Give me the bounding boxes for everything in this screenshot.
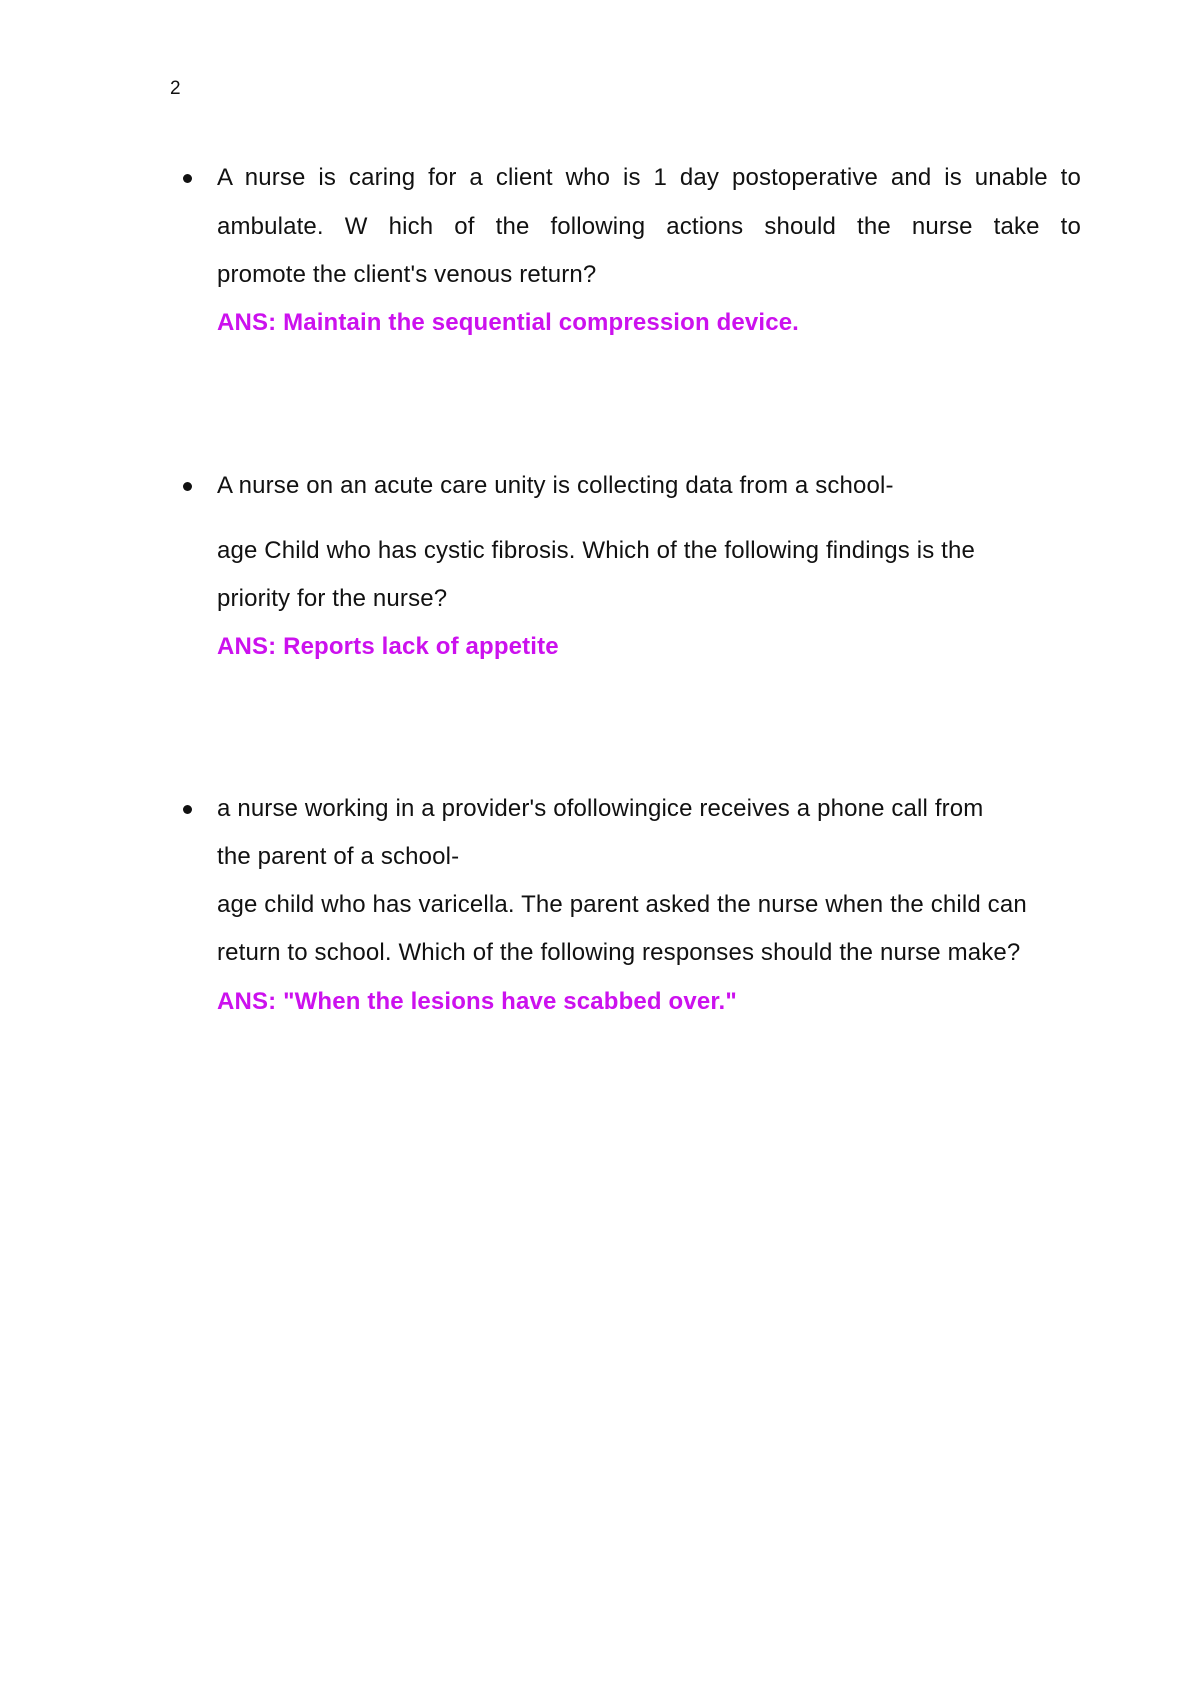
question-line: A nurse on an acute care unity is collecting data from a school- <box>217 472 894 499</box>
answer-text: ANS: "When the lesions have scabbed over." <box>217 988 737 1015</box>
question-line: return to school. Which of the following responses should the nurse make? <box>217 939 1021 966</box>
question-line: priority for the nurse? <box>217 585 448 612</box>
question-line: a nurse working in a provider's ofollowingice receives a phone call from <box>217 795 984 822</box>
question-line: age child who has varicella. The parent asked the nurse when the child can <box>217 891 1027 918</box>
question-line: age Child who has cystic fibrosis. Which of the following findings is the <box>217 537 975 564</box>
answer-text: ANS: Reports lack of appetite <box>217 633 559 660</box>
bullet-icon <box>183 805 192 814</box>
question-line: the parent of a school- <box>217 843 460 870</box>
page-number: 2 <box>170 78 181 99</box>
question-line: ambulate. W hich of the following actions should the nurse take to <box>217 213 1081 240</box>
answer-text: ANS: Maintain the sequential compression device. <box>217 309 800 336</box>
bullet-icon <box>183 482 192 491</box>
question-line: A nurse is caring for a client who is 1 day postoperative and is unable to <box>217 164 1081 191</box>
question-line: promote the client's venous return? <box>217 261 597 288</box>
bullet-icon <box>183 174 192 183</box>
